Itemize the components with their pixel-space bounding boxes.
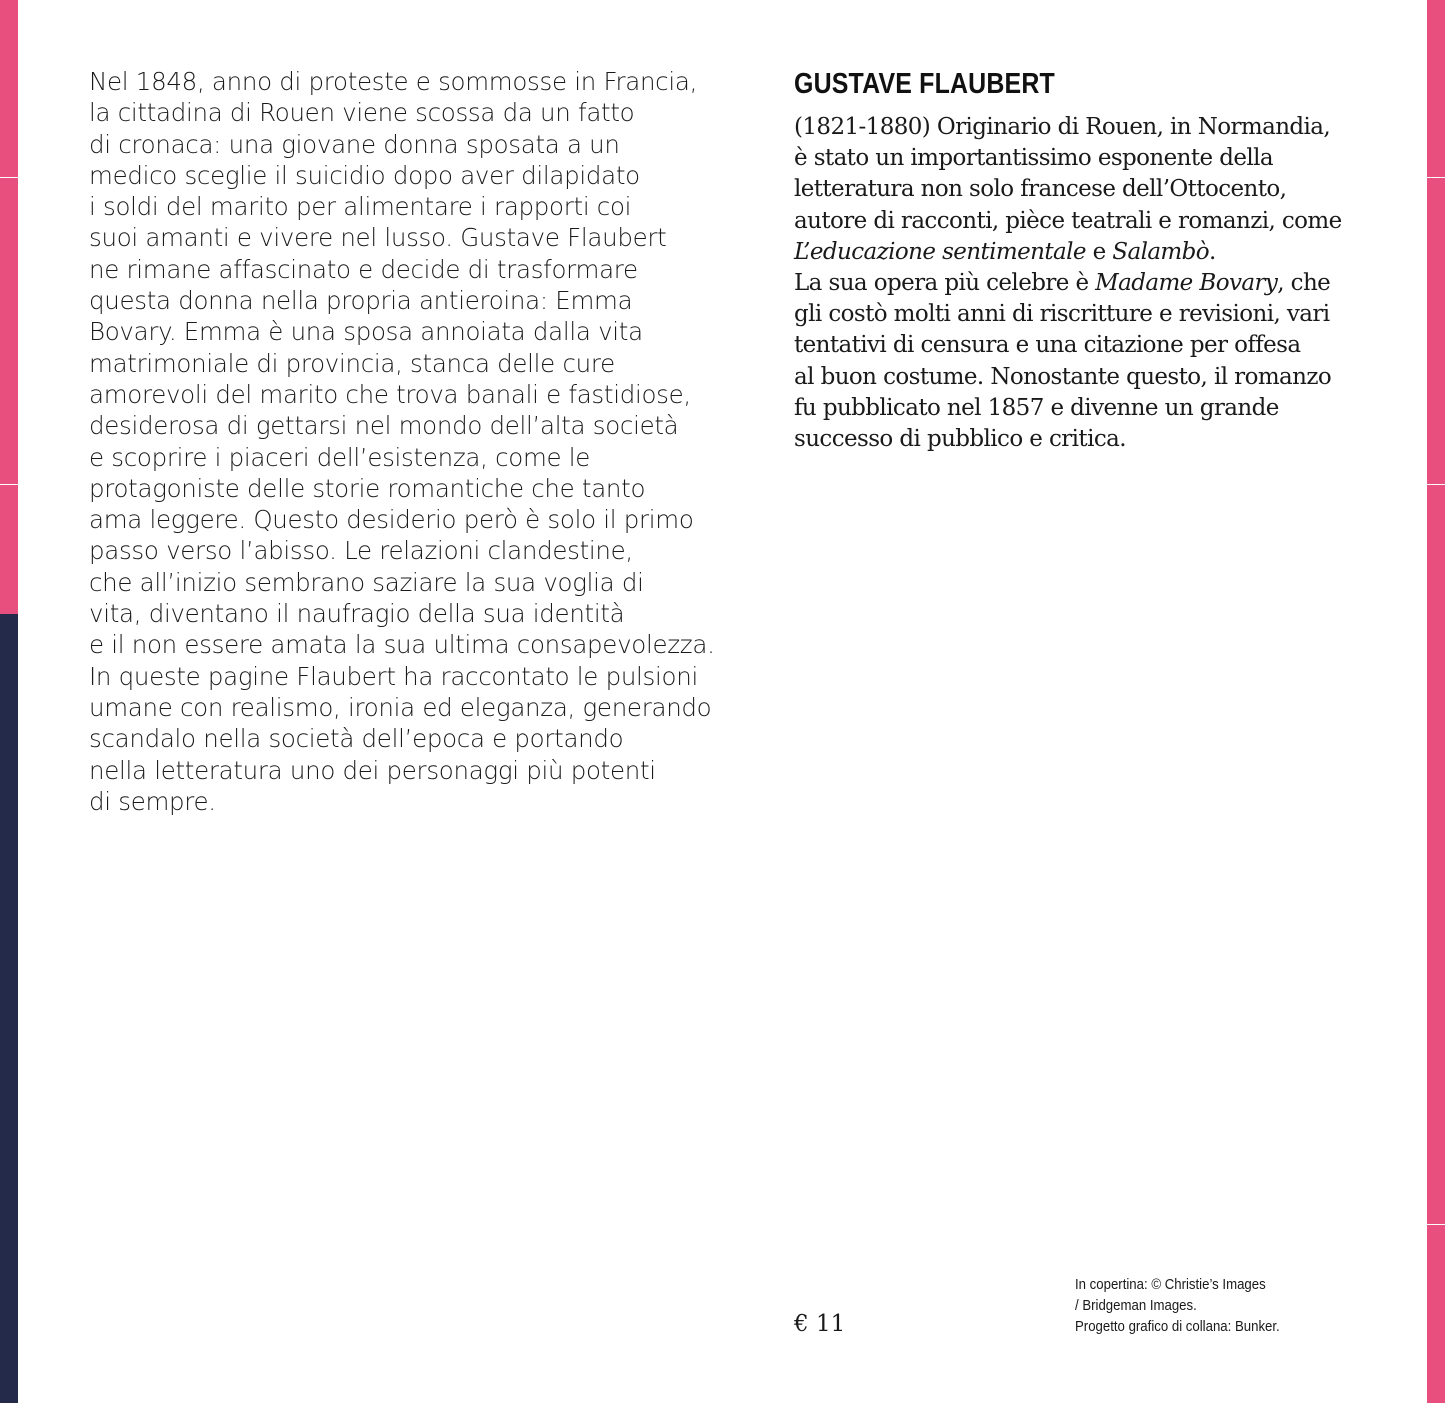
left-strip-tick xyxy=(0,484,18,485)
synopsis-line: di cronaca: una giovane donna sposata a un xyxy=(89,129,620,159)
bio-line: fu pubblicato nel 1857 e divenne un grande xyxy=(794,394,1279,421)
author-bio xyxy=(794,112,1354,455)
synopsis-line: ne rimane affascinato e decide di trasformare xyxy=(89,254,638,284)
book-title-salambo: Salambò xyxy=(1112,238,1210,265)
synopsis-line: di sempre. xyxy=(89,786,216,816)
synopsis-line: suoi amanti e vivere nel lusso. Gustave Flaubert xyxy=(89,223,667,253)
cover-credits xyxy=(1075,1274,1308,1337)
bio-text: La sua opera più celebre è xyxy=(794,270,1096,297)
synopsis-line: amorevoli del marito che trova banali e fastidiose, xyxy=(89,379,691,409)
left-navy-strip xyxy=(0,614,18,1403)
synopsis-line: In queste pagine Flaubert ha raccontato le pulsioni xyxy=(89,661,698,691)
synopsis-line: nella letteratura uno dei personaggi più potenti xyxy=(89,755,656,785)
author-name-heading: GUSTAVE FLAUBERT xyxy=(794,68,1055,100)
synopsis-line: la cittadina di Rouen viene scossa da un fatto xyxy=(89,98,635,128)
credits-line: In copertina: © Christie’s Images xyxy=(1075,1276,1266,1293)
bio-text: , che xyxy=(1277,270,1331,297)
bio-line: letteratura non solo francese dell’Ottocento, xyxy=(794,176,1287,203)
bio-line xyxy=(794,237,1354,268)
bio-line: è stato un importantissimo esponente della xyxy=(794,145,1273,172)
bio-line xyxy=(794,268,1354,299)
synopsis-line: e il non essere amata la sua ultima consapevolezza. xyxy=(89,630,715,660)
right-strip-tick xyxy=(1427,484,1445,485)
synopsis-line: scandalo nella società dell’epoca e portando xyxy=(89,724,624,754)
synopsis-line: e scoprire i piaceri dell’esistenza, come le xyxy=(89,442,591,472)
synopsis-line: protagoniste delle storie romantiche che tanto xyxy=(89,473,646,503)
bio-line: (1821-1880) Originario di Rouen, in Normandia, xyxy=(794,114,1331,140)
credits-line: / Bridgeman Images. xyxy=(1075,1297,1197,1314)
right-strip-tick xyxy=(1427,177,1445,178)
right-strip-tick xyxy=(1427,1224,1445,1225)
synopsis-line: medico sceglie il suicidio dopo aver dilapidato xyxy=(89,160,640,190)
bio-line: tentativi di censura e una citazione per offesa xyxy=(794,332,1301,359)
synopsis-line: matrimoniale di provincia, stanca delle cure xyxy=(89,348,615,378)
synopsis-line: i soldi del marito per alimentare i rapporti coi xyxy=(89,192,632,222)
synopsis-line: desiderosa di gettarsi nel mondo dell’alta società xyxy=(89,411,679,441)
synopsis-line: ama leggere. Questo desiderio però è solo il primo xyxy=(89,505,694,535)
left-pink-strip xyxy=(0,0,18,614)
synopsis-text xyxy=(89,66,715,817)
synopsis-line: che all’inizio sembrano saziare la sua voglia di xyxy=(89,567,644,597)
synopsis-line: Bovary. Emma è una sposa annoiata dalla vita xyxy=(89,317,643,347)
price-label: € 11 xyxy=(794,1311,846,1337)
credits-line: Progetto grafico di collana: Bunker. xyxy=(1075,1318,1280,1335)
synopsis-line: Nel 1848, anno di proteste e sommosse in Francia, xyxy=(89,67,698,96)
synopsis-line: passo verso l’abisso. Le relazioni clandestine, xyxy=(89,536,633,566)
author-section xyxy=(794,66,1354,455)
bio-punctuation: . xyxy=(1209,238,1216,265)
bio-line: successo di pubblico e critica. xyxy=(794,426,1126,453)
synopsis-line: vita, diventano il naufragio della sua identità xyxy=(89,599,625,629)
right-pink-strip xyxy=(1427,0,1445,1403)
synopsis-line: umane con realismo, ironia ed eleganza, generando xyxy=(89,692,712,722)
bio-conjunction: e xyxy=(1085,238,1113,265)
bio-line: autore di racconti, pièce teatrali e romanzi, come xyxy=(794,207,1342,234)
synopsis-line: questa donna nella propria antieroina: Emma xyxy=(89,286,633,316)
bio-line: al buon costume. Nonostante questo, il romanzo xyxy=(794,363,1332,390)
bio-line: gli costò molti anni di riscritture e revisioni, vari xyxy=(794,301,1330,328)
book-title-educazione: L’educazione sentimentale xyxy=(794,238,1086,265)
book-title-madame-bovary: Madame Bovary xyxy=(1095,270,1278,297)
left-strip-tick xyxy=(0,177,18,178)
